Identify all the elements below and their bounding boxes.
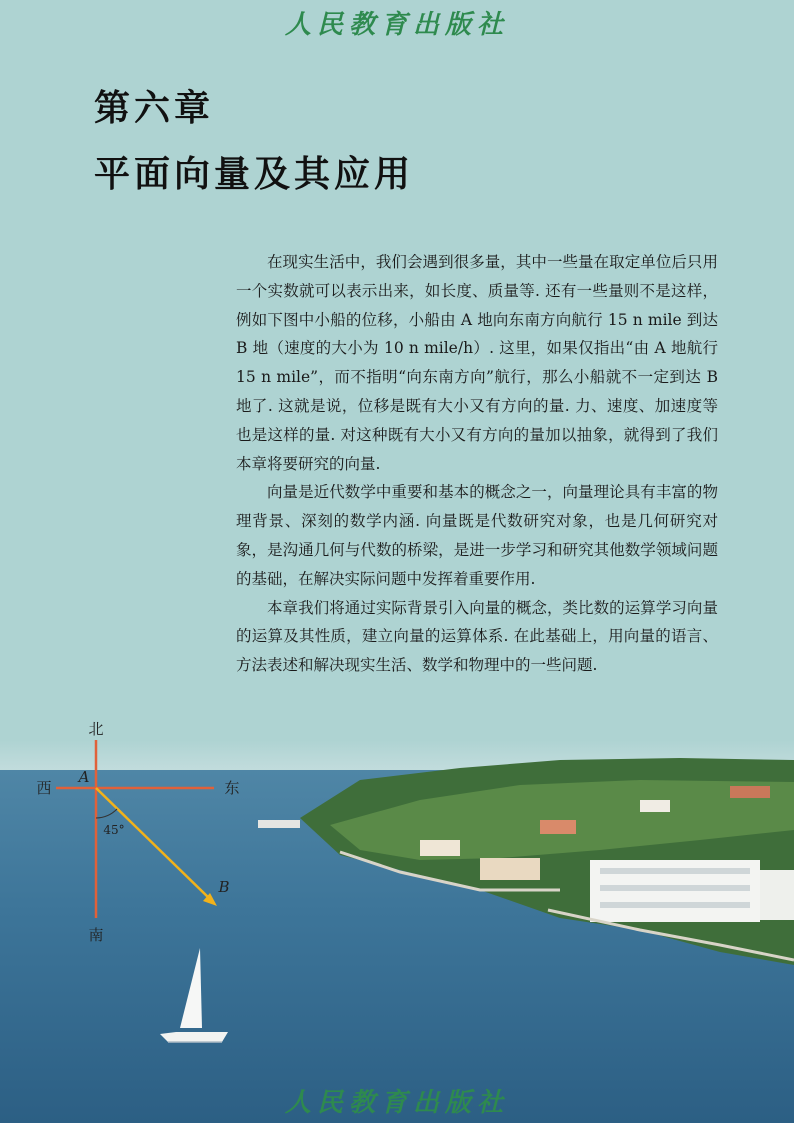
paragraph: 在现实生活中，我们会遇到很多量，其中一些量在取定单位后只用一个实数就可以表示出来，如长度、质量等. 还有一些量则不是这样，例如下图中小船的位移，小船由 A 地向东南方向航行 15 n mile 到达 B 地（速度的大小为 10 n mile/h）. 这里，如果仅指出“由 A 地航行 15 n mile”，而不指明“向东南方向”航行，那么小船就不一定到达 B 地了. 这就是说，位移是既有大小又有方向的量. 力、速度、加速度等也是这样的量. 对这种既有大小又有方向的量加以抽象，就得到了我们本章将要研究的向量. [236,253,718,473]
point-a-label: A [78,768,90,786]
paragraph: 向量是近代数学中重要和基本的概念之一，向量理论具有丰富的物理背景、深刻的数学内涵. 向量既是代数研究对象，也是几何研究对象，是沟通几何与代数的桥梁，是进一步学习和研究其他数学领域问题的基础，在解决实际问题中发挥着重要作用. [236,483,718,588]
point-b-label: B [218,878,230,896]
chapter-number: 第六章 [94,88,215,129]
displacement-arrow [96,788,211,900]
publisher-logo-bottom: 人民教育出版社 [284,1088,509,1118]
west-label: 西 [36,779,52,797]
east-label: 东 [224,779,240,797]
intro-text [236,248,718,680]
publisher-logo-top: 人民教育出版社 [284,10,509,40]
direction-diagram [0,700,300,960]
south-label: 南 [88,926,104,944]
paragraph: 本章我们将通过实际背景引入向量的概念，类比数的运算学习向量的运算及其性质，建立向量的运算体系. 在此基础上，用向量的语言、方法表述和解决现实生活、数学和物理中的一些问题. [236,598,718,675]
angle-label: 45° [103,823,125,837]
north-label: 北 [88,720,104,738]
chapter-title: 平面向量及其应用 [94,154,415,195]
